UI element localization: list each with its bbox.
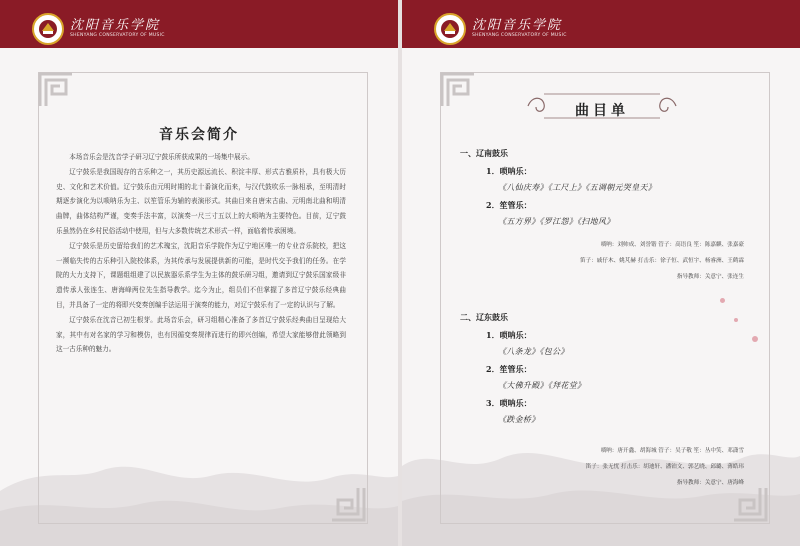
petal-decoration — [734, 318, 738, 322]
school-name-en: SHENYANG CONSERVATORY OF MUSIC — [472, 33, 567, 38]
performer-credit: 笛子：张无忧 打击乐：胡迪轩、潘铂文、郭艺晓、邱璐、薄皓玮 — [585, 464, 744, 470]
item-works: 《八仙庆寿》《工尺上》《五调朝元哭皇天》 — [498, 183, 656, 192]
corner-pattern-bottom-right — [732, 486, 768, 522]
corner-pattern-bottom-right — [330, 486, 366, 522]
school-name-en: SHENYANG CONSERVATORY OF MUSIC — [70, 33, 165, 38]
school-logo — [32, 14, 165, 44]
school-name-cn: 沈阳音乐学院 — [472, 18, 563, 33]
section-heading: 一、辽南鼓乐 — [460, 148, 508, 158]
intro-paragraph: 辽宁鼓乐在沈音已初生根芽。此场音乐会，研习组精心准备了多首辽宁鼓乐经典曲目呈现给大家，其中有对名家的学习和模仿，也有因循变奏规律而进行的即兴创编，希望大家能够借此领略到这一古乐种的魅力。 — [56, 315, 346, 354]
right-page — [402, 0, 800, 546]
item-label: 2．笙管乐： — [486, 364, 532, 374]
item-works: 《八条龙》《包公》 — [498, 347, 569, 356]
intro-paragraph: 本场音乐会是沈音学子研习辽宁鼓乐所获成果的一场集中展示。 — [69, 153, 254, 161]
intro-paragraph: 辽宁鼓乐是我国现存的古乐种之一，其历史源远流长、积淀丰厚、形式古雅质朴，具有极大历史、文化和艺术价值。辽宁鼓乐由元明时期的北十番演化而来，与汉代鼓吹乐一脉相承，至明清时期逐步演化为以唢呐乐为主、以笙管乐为辅的表演形式。其曲目来自唐宋古曲、元明南北曲和明清曲牌，曲体结构严谨，变奏手法丰富，以演奏一尺三寸五以上的大唢呐为主要特色。目前，辽宁鼓乐虽然仍在乡村民俗活动中使用，但与大多数传统艺术形式一样，面临着传承困境。 — [56, 167, 346, 235]
intro-title: 音乐会简介 — [159, 127, 239, 143]
performer-credit: 唢呐：唐开鑫、胡海城 管子：吴子敬 笙：丛中笑、邓潇雪 — [600, 448, 744, 454]
section-heading: 二、辽东鼓乐 — [460, 312, 508, 322]
instructor-credit: 指导教师：关意宁、张连生 — [676, 274, 744, 280]
petal-decoration — [720, 298, 725, 303]
performer-credit: 唢呐：刘帅成、刘誉锴 管子：高语良 笙：陈嘉麒、张嘉豪 — [600, 242, 744, 248]
school-name-cn: 沈阳音乐学院 — [70, 18, 161, 33]
corner-pattern-top-left — [440, 72, 476, 108]
school-emblem-icon — [32, 13, 64, 45]
program-title: 曲目单 — [575, 103, 629, 119]
instructor-credit: 指导教师：关意宁、唐海峰 — [676, 480, 744, 486]
item-label: 3．唢呐乐： — [486, 398, 532, 408]
program-title-ornament — [522, 88, 682, 124]
left-page — [0, 0, 398, 546]
intro-paragraph: 辽宁鼓乐是历史留给我们的艺术瑰宝，沈阳音乐学院作为辽宁地区唯一的专业音乐院校，把这一濒临失传的古乐种引入院校体系，为其传承与发展提供新的可能，是时代交予我们的任务。在学院的大力支持下，课题组组建了以民族器乐系学生为主体的鼓乐研习组，邀请到辽宁鼓乐国家级非遗传承人张连生、唐海峰两位先生指导教学。迄今为止，组员们不但掌握了多首辽宁鼓乐经典曲目，并具备了一定的将即兴变奏创编手法运用于演奏的能力，对辽宁鼓乐有了一定的认识与了解。 — [56, 241, 346, 309]
item-works: 《大佛升殿》《拜花堂》 — [498, 381, 586, 390]
item-label: 2．笙管乐： — [486, 200, 532, 210]
item-label: 1．唢呐乐： — [486, 166, 532, 176]
intro-body — [56, 150, 346, 357]
petal-decoration — [752, 336, 758, 342]
performer-credit: 笛子：戚仔木、姚芃赫 打击乐：徐子恒、武恒宇、杨睿洲、王鹤霖 — [580, 258, 744, 264]
item-works: 《五方界》《罗江怨》《扫地风》 — [498, 217, 615, 226]
corner-pattern-top-left — [38, 72, 74, 108]
item-label: 1．唢呐乐： — [486, 330, 532, 340]
school-emblem-icon — [434, 13, 466, 45]
item-works: 《跌金桥》 — [498, 415, 540, 424]
school-logo — [434, 14, 567, 44]
